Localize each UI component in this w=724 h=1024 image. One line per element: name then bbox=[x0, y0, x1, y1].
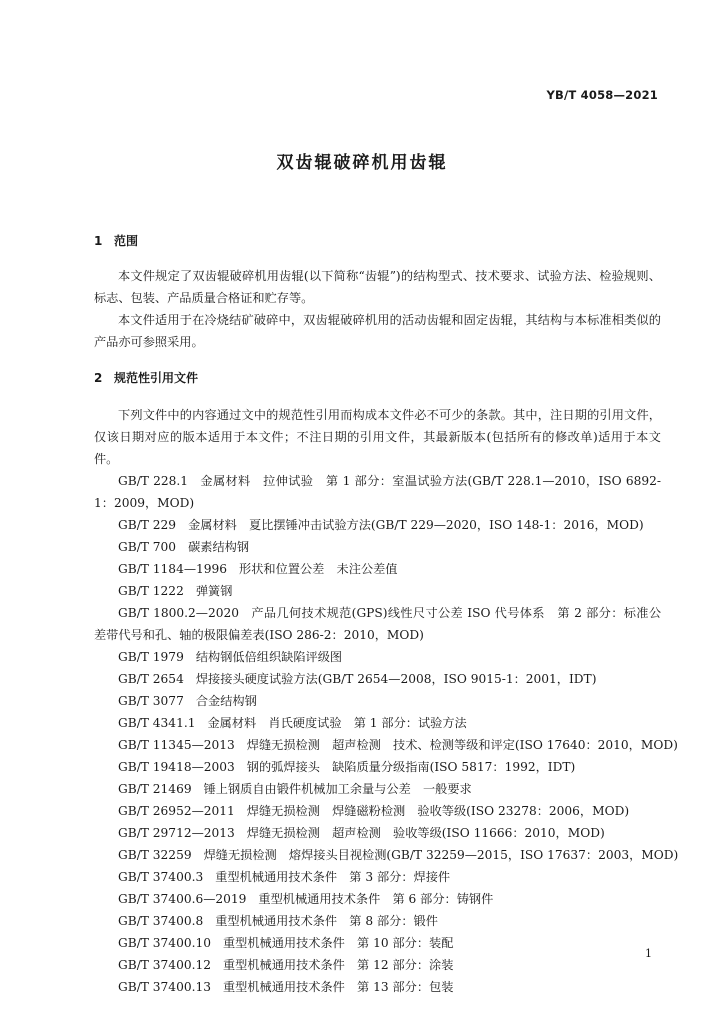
reference-title: 钢的弧焊接头 缺陷质量分级指南(ISO 5817：1992，IDT) bbox=[246, 760, 576, 774]
reference-item bbox=[94, 668, 661, 690]
document-title: 双齿辊破碎机用齿辊 bbox=[276, 153, 448, 173]
reference-code: GB/T 26952—2011 bbox=[118, 804, 235, 818]
reference-code: GB/T 37400.6—2019 bbox=[118, 892, 247, 906]
reference-item bbox=[94, 932, 661, 954]
reference-title: 合金结构钢 bbox=[195, 694, 257, 708]
reference-code: GB/T 3077 bbox=[118, 694, 184, 708]
reference-title: 重型机械通用技术条件 第 3 部分：焊接件 bbox=[215, 870, 451, 884]
reference-item bbox=[94, 602, 661, 646]
reference-title: 弹簧钢 bbox=[195, 584, 233, 598]
reference-title: 产品几何技术规范(GPS)线性尺寸公差 ISO 代号体系 第 2 部分：标准公差带代号和孔、轴的极限偏差表(ISO 286-2：2010，MOD) bbox=[94, 606, 662, 642]
reference-code: GB/T 37400.13 bbox=[118, 980, 211, 994]
reference-code: GB/T 37400.12 bbox=[118, 958, 211, 972]
section-2-intro: 下列文件中的内容通过文中的规范性引用而构成本文件必不可少的条款。其中，注日期的引用文件，仅该日期对应的版本适用于本文件；不注日期的引用文件，其最新版本(包括所有的修改单)适用于本文件。 bbox=[94, 408, 661, 466]
reference-title: 金属材料 夏比摆锤冲击试验方法(GB/T 229—2020，ISO 148-1：2016，MOD) bbox=[188, 518, 644, 532]
reference-item bbox=[94, 844, 679, 866]
section-1-paragraph-2: 本文件适用于在冷烧结矿破碎中，双齿辊破碎机用的活动齿辊和固定齿辊，其结构与本标准相类似的产品亦可参照采用。 bbox=[94, 313, 661, 349]
reference-code: GB/T 29712—2013 bbox=[118, 826, 235, 840]
reference-code: GB/T 228.1 bbox=[118, 474, 189, 488]
reference-code: GB/T 229 bbox=[118, 518, 177, 532]
reference-item bbox=[94, 888, 661, 910]
reference-item bbox=[94, 756, 661, 778]
reference-code: GB/T 1184—1996 bbox=[118, 562, 228, 576]
section-1-paragraph-1: 本文件规定了双齿辊破碎机用齿辊(以下简称“齿辊”)的结构型式、技术要求、试验方法、检验规则、标志、包装、产品质量合格证和贮存等。 bbox=[94, 269, 661, 305]
reference-title: 重型机械通用技术条件 第 8 部分：锻件 bbox=[215, 914, 438, 928]
reference-title: 焊缝无损检测 熔焊接头目视检测(GB/T 32259—2015，ISO 17637：2003，MOD) bbox=[203, 848, 679, 862]
section-1-heading bbox=[94, 232, 138, 249]
reference-item bbox=[94, 976, 661, 998]
reference-title: 重型机械通用技术条件 第 10 部分：装配 bbox=[222, 936, 454, 950]
section-2-heading bbox=[94, 369, 198, 386]
reference-item bbox=[94, 734, 678, 756]
reference-item bbox=[94, 822, 661, 844]
reference-code: GB/T 19418—2003 bbox=[118, 760, 235, 774]
reference-title: 形状和位置公差 未注公差值 bbox=[239, 562, 398, 576]
section-2-number: 2 bbox=[94, 371, 103, 385]
reference-item bbox=[94, 646, 661, 668]
reference-title: 重型机械通用技术条件 第 12 部分：涂装 bbox=[222, 958, 454, 972]
reference-code: GB/T 21469 bbox=[118, 782, 192, 796]
reference-item bbox=[94, 712, 661, 734]
reference-code: GB/T 37400.10 bbox=[118, 936, 211, 950]
reference-code: GB/T 2654 bbox=[118, 672, 184, 686]
reference-code: GB/T 37400.8 bbox=[118, 914, 204, 928]
reference-item bbox=[94, 954, 661, 976]
reference-title: 焊接接头硬度试验方法(GB/T 2654—2008，ISO 9015-1：2001，IDT) bbox=[195, 672, 597, 686]
reference-code: GB/T 11345—2013 bbox=[118, 738, 235, 752]
reference-item bbox=[94, 514, 661, 536]
section-2-title: 规范性引用文件 bbox=[114, 371, 199, 385]
reference-title: 焊缝无损检测 焊缝磁粉检测 验收等级(ISO 23278：2006，MOD) bbox=[246, 804, 630, 818]
reference-title: 金属材料 拉伸试验 第 1 部分：室温试验方法(GB/T 228.1—2010，ISO 6892-1：2009，MOD) bbox=[94, 474, 661, 510]
page-number: 1 bbox=[645, 947, 652, 960]
reference-item bbox=[94, 470, 661, 514]
reference-title: 金属材料 肖氏硬度试验 第 1 部分：试验方法 bbox=[207, 716, 467, 730]
reference-item bbox=[94, 866, 661, 888]
reference-title: 焊缝无损检测 超声检测 验收等级(ISO 11666：2010，MOD) bbox=[246, 826, 605, 840]
reference-title: 重型机械通用技术条件 第 6 部分：铸钢件 bbox=[258, 892, 494, 906]
section-1-title: 范围 bbox=[114, 234, 139, 248]
reference-title: 结构钢低倍组织缺陷评级图 bbox=[195, 650, 343, 664]
reference-code: GB/T 1979 bbox=[118, 650, 184, 664]
reference-code: GB/T 4341.1 bbox=[118, 716, 196, 730]
reference-code: GB/T 37400.3 bbox=[118, 870, 204, 884]
reference-item bbox=[94, 778, 661, 800]
reference-item bbox=[94, 800, 661, 822]
reference-item bbox=[94, 580, 661, 602]
reference-item bbox=[94, 536, 661, 558]
reference-code: GB/T 700 bbox=[118, 540, 177, 554]
reference-code: GB/T 32259 bbox=[118, 848, 192, 862]
section-1-number: 1 bbox=[94, 234, 103, 248]
reference-item bbox=[94, 558, 661, 580]
reference-title: 碳素结构钢 bbox=[188, 540, 250, 554]
standard-code: YB/T 4058—2021 bbox=[546, 88, 658, 102]
reference-item bbox=[94, 910, 661, 932]
reference-title: 重型机械通用技术条件 第 13 部分：包装 bbox=[222, 980, 454, 994]
reference-title: 锤上钢质自由锻件机械加工余量与公差 一般要求 bbox=[203, 782, 472, 796]
reference-code: GB/T 1800.2—2020 bbox=[118, 606, 240, 620]
reference-code: GB/T 1222 bbox=[118, 584, 184, 598]
reference-title: 焊缝无损检测 超声检测 技术、检测等级和评定(ISO 17640：2010，MOD) bbox=[246, 738, 678, 752]
reference-item bbox=[94, 690, 661, 712]
